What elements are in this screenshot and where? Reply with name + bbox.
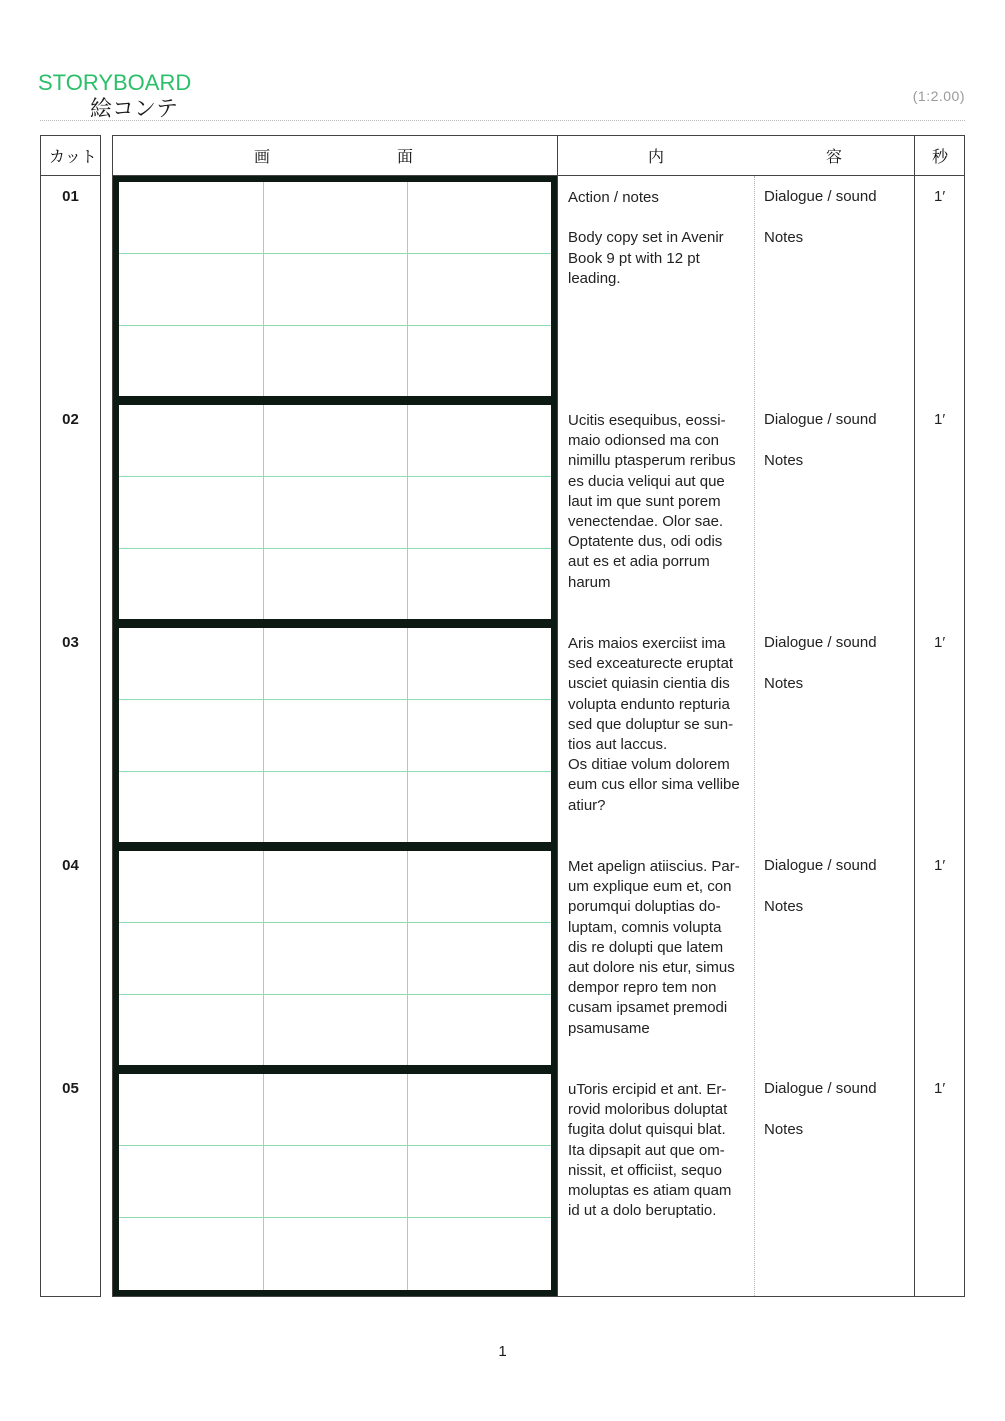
dialogue-label: Dialogue / sound — [764, 1080, 877, 1097]
cut-column — [40, 135, 101, 1297]
action-text: Ucitis esequibus, eossi- maio odionsed ma con nimillu ptasperum reribus es ducia veliqui aut que laut im que sunt porem venectendae. Olor sae. Optatente dus, odi odis aut es et adia porrum harum — [568, 412, 736, 591]
frame-guide — [119, 325, 551, 326]
notes-label: Notes — [764, 1121, 804, 1138]
header-picture-b: 面 — [397, 147, 414, 166]
seconds-value: 1′ — [934, 411, 946, 428]
frame-guide — [407, 405, 408, 619]
picture-frame[interactable] — [113, 176, 557, 402]
seconds-column-divider — [914, 135, 915, 1297]
cut-header-rule — [40, 175, 101, 176]
action-text: uToris ercipid et ant. Er- rovid moloribus doluptat fugita dolut quisqui blat. Ita dipsapit aut que om- nissit, et officiist, sequo moluptas es atiam quam id ut a dolo beruptatio. — [568, 1081, 732, 1220]
cut-number: 05 — [62, 1080, 79, 1097]
seconds-value: 1′ — [934, 1080, 946, 1097]
dialogue-label: Dialogue / sound — [764, 188, 877, 205]
picture-frame[interactable] — [113, 845, 557, 1071]
action-text: Aris maios exerciist ima sed exceaturecte eruptat usciet quiasin cientia dis volupta endunto repturia sed que doluptur se sun- tios aut laccus. Os ditiae volum dolorem eum cus ellor sima vellibe atiur? — [568, 635, 740, 814]
frame-guide — [263, 405, 264, 619]
frame-guide — [407, 1074, 408, 1290]
frame-guide — [407, 628, 408, 842]
header-cut: カット — [49, 147, 97, 166]
content-column-divider — [557, 135, 558, 1297]
picture-frame[interactable] — [113, 1068, 557, 1296]
frame-guide — [119, 476, 551, 477]
cut-number: 01 — [62, 188, 79, 205]
frame-guide — [119, 994, 551, 995]
frame-guide — [119, 699, 551, 700]
frame-guide — [119, 548, 551, 549]
notes-label: Notes — [764, 675, 804, 692]
dialogue-divider — [754, 176, 755, 1296]
cut-number: 04 — [62, 857, 79, 874]
title-english: STORYBOARD — [38, 70, 192, 95]
picture-frame[interactable] — [113, 622, 557, 848]
title-japanese: 絵コンテ — [90, 97, 179, 122]
page-number: 1 — [498, 1343, 507, 1360]
frame-guide — [119, 253, 551, 254]
dialogue-label: Dialogue / sound — [764, 857, 877, 874]
cut-number: 02 — [62, 411, 79, 428]
picture-frame[interactable] — [113, 399, 557, 625]
dialogue-label: Dialogue / sound — [764, 634, 877, 651]
frame-guide — [119, 1217, 551, 1218]
header-content-b: 容 — [826, 147, 843, 166]
header-content-a: 内 — [648, 147, 665, 166]
seconds-value: 1′ — [934, 634, 946, 651]
dialogue-label: Dialogue / sound — [764, 411, 877, 428]
cut-number: 03 — [62, 634, 79, 651]
frame-guide — [263, 182, 264, 396]
notes-label: Notes — [764, 898, 804, 915]
frame-guide — [119, 1145, 551, 1146]
frame-guide — [263, 1074, 264, 1290]
frame-guide — [263, 851, 264, 1065]
header-picture-a: 画 — [254, 147, 271, 166]
aspect-ratio: (1:2.00) — [912, 88, 965, 104]
action-text: Met apelign atiiscius. Par- um explique eum et, con porumqui doluptias do- luptam, comnis volupta dis re dolupti que latem aut dolore nis etur, simus dempor repro tem non cusam ipsamet premodi psamusame — [568, 858, 740, 1037]
frame-guide — [407, 851, 408, 1065]
notes-label: Notes — [764, 452, 804, 469]
seconds-value: 1′ — [934, 188, 946, 205]
frame-guide — [263, 628, 264, 842]
header-seconds: 秒 — [932, 147, 949, 166]
seconds-value: 1′ — [934, 857, 946, 874]
frame-guide — [119, 771, 551, 772]
frame-guide — [119, 922, 551, 923]
notes-label: Notes — [764, 229, 804, 246]
header-divider — [40, 120, 965, 121]
frame-guide — [407, 182, 408, 396]
action-text: Action / notes Body copy set in Avenir Book 9 pt with 12 pt leading. — [568, 189, 724, 287]
